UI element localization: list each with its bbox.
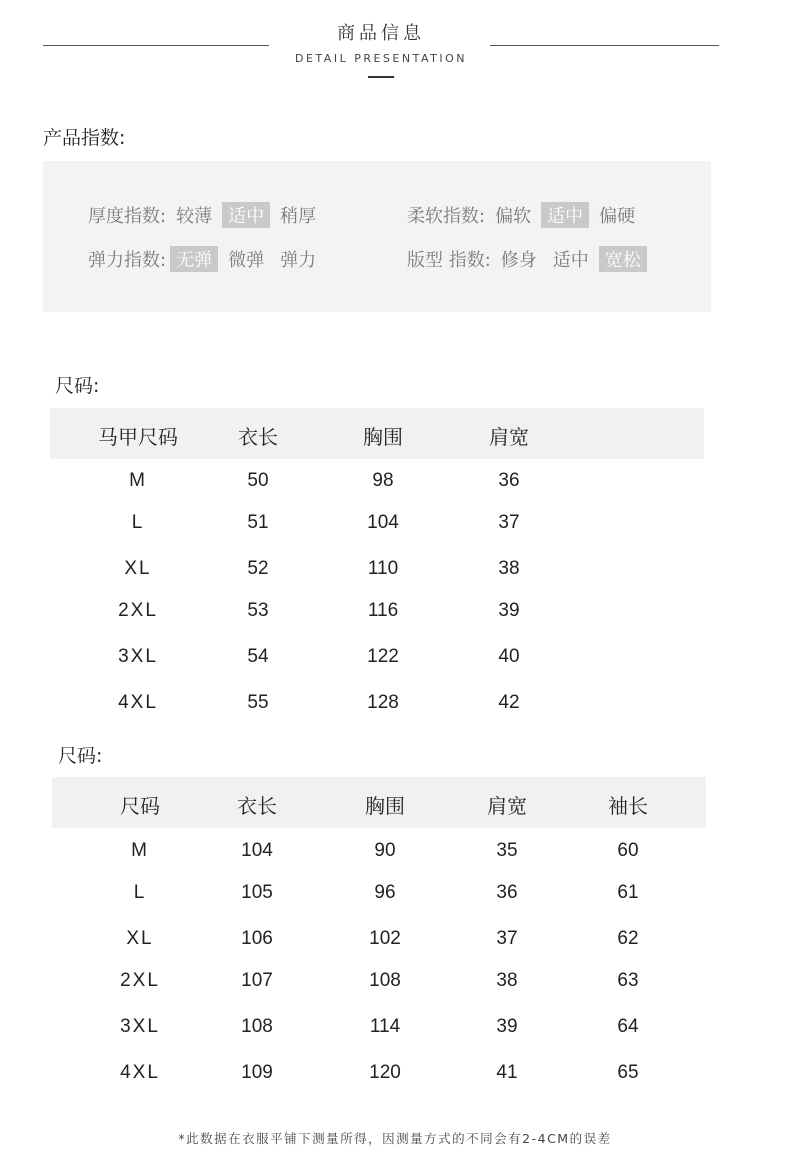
size-cell: 4XL (118, 692, 158, 713)
size-cell: M (129, 470, 147, 491)
measurement-cell: 50 (247, 470, 269, 491)
header-subtitle: DETAIL PRESENTATION (295, 52, 467, 65)
index-name: 厚度指数: (88, 206, 167, 227)
measurement-cell: 61 (617, 882, 639, 903)
index-option-selected: 适中 (541, 202, 589, 228)
index-option-selected: 无弹 (170, 246, 218, 272)
index-option: 偏软 (495, 206, 532, 227)
measurement-cell: 107 (241, 970, 273, 991)
index-option: 适中 (552, 250, 589, 271)
measurement-cell: 60 (617, 840, 639, 861)
header-divider-right (490, 45, 719, 46)
table2-label: 尺码: (58, 745, 103, 767)
measurement-cell: 39 (498, 600, 520, 621)
measurement-cell: 90 (374, 840, 396, 861)
size-cell: 4XL (120, 1062, 160, 1083)
measurement-cell: 102 (369, 928, 401, 949)
measurement-cell: 122 (367, 646, 399, 667)
measurement-cell: 120 (369, 1062, 401, 1083)
measurement-cell: 108 (369, 970, 401, 991)
measurement-cell: 64 (617, 1016, 639, 1037)
table-header (50, 408, 704, 459)
size-cell: 2XL (118, 600, 158, 621)
column-header: 胸围 (365, 794, 405, 818)
measurement-cell: 39 (496, 1016, 518, 1037)
measurement-cell: 52 (247, 558, 269, 579)
size-cell: L (131, 512, 145, 533)
measurement-cell: 114 (369, 1016, 401, 1037)
header-title: 商品信息 (337, 23, 425, 44)
index-option: 修身 (500, 250, 537, 271)
index-name: 柔软指数: (407, 206, 486, 227)
size-cell: M (131, 840, 149, 861)
measurement-cell: 104 (241, 840, 273, 861)
measurement-cell: 38 (496, 970, 518, 991)
measurement-cell: 98 (372, 470, 394, 491)
column-header: 马甲尺码 (98, 425, 178, 449)
measurement-cell: 40 (498, 646, 520, 667)
index-option-selected: 适中 (222, 202, 270, 228)
index-option: 较薄 (176, 206, 213, 227)
index-option: 微弹 (228, 250, 265, 271)
measurement-cell: 104 (367, 512, 399, 533)
measurement-cell: 41 (496, 1062, 518, 1083)
measurement-cell: 53 (247, 600, 269, 621)
index-row-fit (407, 246, 647, 272)
measurement-cell: 36 (496, 882, 518, 903)
measurement-cell: 38 (498, 558, 520, 579)
measurement-cell: 110 (367, 558, 399, 579)
table1-label: 尺码: (55, 375, 100, 397)
measurement-cell: 35 (496, 840, 518, 861)
column-header: 尺码 (120, 794, 160, 818)
measurement-footnote: *此数据在衣服平铺下测量所得，因测量方式的不同会有2-4CM的误差 (178, 1131, 612, 1146)
measurement-cell: 105 (241, 882, 273, 903)
measurement-cell: 63 (617, 970, 639, 991)
measurement-cell: 51 (247, 512, 269, 533)
measurement-cell: 106 (241, 928, 273, 949)
index-row-thickness (88, 202, 322, 228)
measurement-cell: 108 (241, 1016, 273, 1037)
index-option: 偏硬 (599, 206, 636, 227)
measurement-cell: 54 (247, 646, 269, 667)
index-row-elasticity (88, 246, 322, 272)
measurement-cell: 42 (498, 692, 520, 713)
measurement-cell: 96 (374, 882, 396, 903)
measurement-cell: 128 (367, 692, 399, 713)
measurement-cell: 55 (247, 692, 269, 713)
measurement-cell: 36 (498, 470, 520, 491)
index-name: 版型 指数: (407, 250, 491, 271)
index-option: 弹力 (280, 250, 317, 271)
column-header: 衣长 (237, 794, 277, 818)
size-cell: 3XL (118, 646, 158, 667)
vest-size-table (50, 408, 704, 728)
column-header: 肩宽 (489, 425, 529, 449)
size-cell: XL (126, 928, 154, 949)
header-divider-left (43, 45, 269, 46)
table-header (52, 777, 706, 828)
index-row-softness (407, 202, 641, 228)
column-header: 肩宽 (487, 794, 527, 818)
index-option-selected: 宽松 (599, 246, 647, 272)
column-header: 袖长 (608, 794, 648, 818)
index-option: 稍厚 (280, 206, 317, 227)
detail-header (0, 0, 790, 90)
measurement-cell: 116 (367, 600, 399, 621)
jacket-size-table (52, 777, 706, 1097)
measurement-cell: 37 (496, 928, 518, 949)
size-cell: XL (124, 558, 152, 579)
measurement-cell: 109 (241, 1062, 273, 1083)
size-cell: 3XL (120, 1016, 160, 1037)
measurement-cell: 37 (498, 512, 520, 533)
measurement-cell: 62 (617, 928, 639, 949)
size-cell: L (133, 882, 147, 903)
index-name: 弹力指数: (88, 250, 167, 271)
measurement-cell: 65 (617, 1062, 639, 1083)
column-header: 胸围 (363, 425, 403, 449)
index-section-label: 产品指数: (43, 127, 126, 149)
header-underbar (368, 76, 394, 78)
column-header: 衣长 (238, 425, 278, 449)
size-cell: 2XL (120, 970, 160, 991)
product-index-box (43, 161, 711, 312)
